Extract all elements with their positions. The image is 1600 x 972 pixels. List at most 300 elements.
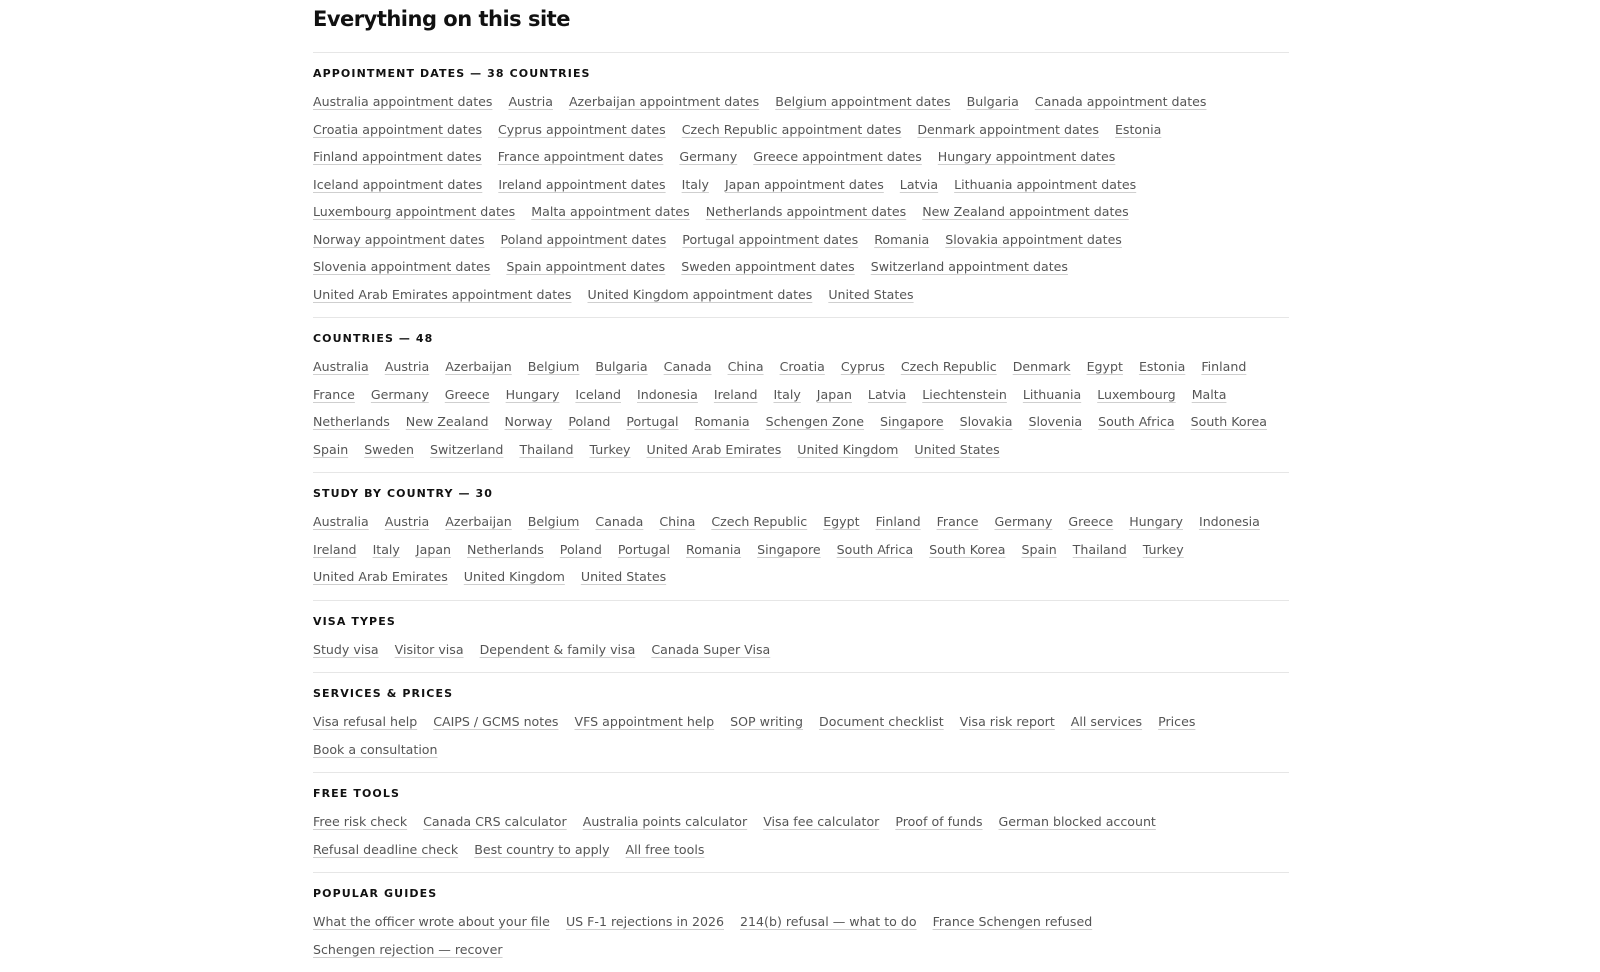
- list-item: [659, 508, 695, 536]
- sitemap-link[interactable]: Ireland: [313, 541, 357, 557]
- sitemap-link[interactable]: Azerbaijan: [445, 359, 512, 374]
- list-item: [681, 253, 855, 281]
- list-item: [313, 88, 492, 116]
- section-heading: VISA TYPES: [313, 614, 396, 628]
- list-item: [313, 536, 357, 564]
- list-item: [1199, 508, 1260, 536]
- sitemap-link[interactable]: Cyprus: [840, 359, 885, 374]
- sitemap-link[interactable]: Free risk check: [313, 814, 408, 829]
- list-item: [817, 381, 852, 409]
- sitemap-link[interactable]: Canada: [663, 359, 712, 374]
- list-item: [1073, 536, 1127, 564]
- sitemap-link[interactable]: Book a consultation: [313, 741, 438, 757]
- sitemap-link[interactable]: Spain: [313, 441, 349, 457]
- sitemap-link[interactable]: Japan appointment dates: [724, 176, 884, 192]
- list-item: [313, 563, 448, 591]
- sitemap-link[interactable]: Visa refusal help: [313, 714, 418, 729]
- sitemap-link[interactable]: Greece appointment dates: [753, 149, 922, 164]
- sitemap-link[interactable]: Romania: [686, 541, 742, 557]
- sitemap-link[interactable]: Germany: [370, 386, 429, 402]
- section-heading: POPULAR GUIDES: [313, 887, 438, 900]
- list-item: [967, 88, 1019, 116]
- sitemap-link[interactable]: Germany: [994, 514, 1053, 529]
- list-item: [313, 353, 369, 381]
- sitemap-link[interactable]: Austria: [508, 94, 553, 109]
- sitemap-link[interactable]: Norway appointment dates: [313, 231, 485, 247]
- list-item: [505, 408, 553, 436]
- list-item: [637, 381, 698, 409]
- list-item: [313, 408, 390, 436]
- sitemap-link[interactable]: Luxembourg: [1097, 386, 1176, 402]
- sitemap-link[interactable]: All free tools: [625, 841, 705, 857]
- list-item: [922, 381, 1007, 409]
- sitemap-link[interactable]: Poland: [568, 414, 611, 429]
- list-item: [706, 198, 907, 226]
- sitemap-link[interactable]: Denmark: [1012, 359, 1071, 374]
- list-item: [519, 436, 573, 464]
- sitemap-link[interactable]: Sweden appointment dates: [681, 259, 855, 274]
- section-heading: COUNTRIES — 48: [313, 332, 434, 345]
- list-item: [823, 508, 859, 536]
- sitemap-link[interactable]: Portugal appointment dates: [682, 231, 859, 247]
- section-heading: FREE TOOLS: [313, 787, 400, 800]
- list-item: [753, 143, 922, 171]
- sitemap-link[interactable]: Latvia: [867, 386, 907, 402]
- list-item: [682, 116, 902, 144]
- list-item: [433, 708, 558, 736]
- sitemap-link[interactable]: Czech Republic: [900, 359, 997, 374]
- link-list: [313, 808, 1289, 863]
- list-item: [711, 508, 807, 536]
- sitemap-link[interactable]: Canada: [595, 514, 644, 529]
- sitemap-link[interactable]: All services: [1070, 714, 1143, 729]
- list-item: [467, 536, 544, 564]
- sitemap-link[interactable]: New Zealand: [405, 414, 489, 429]
- list-item: [933, 908, 1093, 936]
- list-item: [588, 281, 813, 309]
- list-item: [1139, 353, 1185, 381]
- list-item: [922, 198, 1129, 226]
- sitemap-link[interactable]: Lithuania appointment dates: [954, 176, 1137, 192]
- sitemap-link[interactable]: Slovakia appointment dates: [945, 231, 1122, 247]
- sitemap-link[interactable]: South Korea: [929, 541, 1006, 557]
- sitemap-link[interactable]: Italy: [372, 541, 400, 557]
- sitemap-section: [313, 673, 1289, 773]
- sitemap-link[interactable]: Germany: [679, 149, 738, 164]
- list-item: [1158, 708, 1195, 736]
- sitemap-link[interactable]: Switzerland appointment dates: [870, 259, 1068, 274]
- sitemap-link[interactable]: Romania: [874, 231, 930, 247]
- sitemap-link[interactable]: United Kingdom: [463, 569, 565, 584]
- sitemap-link[interactable]: Malta: [1191, 386, 1227, 402]
- sitemap-link[interactable]: Poland: [559, 541, 602, 557]
- list-item: [506, 253, 665, 281]
- list-item: [313, 736, 438, 764]
- list-item: [313, 143, 482, 171]
- list-item: [528, 508, 580, 536]
- list-item: [575, 708, 715, 736]
- list-item: [626, 408, 678, 436]
- sitemap-link[interactable]: South Korea: [1190, 414, 1267, 429]
- sitemap-link[interactable]: Estonia: [1138, 359, 1186, 374]
- sitemap-link[interactable]: Visitor visa: [394, 641, 464, 657]
- list-item: [506, 381, 560, 409]
- sitemap-link[interactable]: Australia: [313, 359, 369, 374]
- sitemap-link[interactable]: Iceland appointment dates: [313, 176, 483, 192]
- list-item: [780, 353, 825, 381]
- list-item: [960, 408, 1013, 436]
- sitemap-link[interactable]: France: [936, 514, 979, 529]
- link-list: [313, 908, 1289, 963]
- list-item: [566, 908, 724, 936]
- sitemap-link[interactable]: Canada CRS calculator: [423, 814, 567, 829]
- list-item: [938, 143, 1116, 171]
- list-item: [841, 353, 885, 381]
- sitemap-section: [313, 473, 1289, 601]
- sitemap-link[interactable]: Netherlands: [313, 414, 390, 429]
- sitemap-link[interactable]: Hungary: [505, 386, 560, 402]
- sitemap-link[interactable]: France appointment dates: [497, 149, 664, 164]
- sitemap-link[interactable]: German blocked account: [998, 814, 1156, 829]
- sitemap-link[interactable]: China: [727, 359, 764, 374]
- list-item: [313, 281, 572, 309]
- sitemap-link[interactable]: Ireland appointment dates: [498, 176, 666, 192]
- sitemap-link[interactable]: Spain: [1021, 541, 1057, 557]
- list-item: [430, 436, 503, 464]
- list-item: [581, 563, 666, 591]
- sitemap-link[interactable]: Azerbaijan appointment dates: [568, 94, 760, 109]
- list-item: [395, 636, 464, 664]
- list-item: [994, 508, 1052, 536]
- list-item: [999, 808, 1156, 836]
- list-item: [819, 708, 944, 736]
- sitemap-link[interactable]: Sweden: [364, 441, 414, 457]
- sitemap-link[interactable]: Poland appointment dates: [500, 231, 667, 247]
- list-item: [773, 381, 800, 409]
- sitemap-link[interactable]: Indonesia: [637, 386, 698, 402]
- list-item: [445, 508, 512, 536]
- list-item: [775, 88, 950, 116]
- list-item: [416, 536, 451, 564]
- sitemap-link[interactable]: Schengen rejection — recover: [313, 941, 503, 957]
- sitemap-link[interactable]: Hungary appointment dates: [937, 149, 1116, 164]
- sitemap-section: [313, 318, 1289, 473]
- sitemap-link[interactable]: US F-1 rejections in 2026: [565, 914, 724, 929]
- list-item: [1013, 353, 1071, 381]
- link-list: [313, 636, 1289, 664]
- list-item: [508, 88, 553, 116]
- sitemap-link[interactable]: Finland appointment dates: [313, 149, 482, 164]
- sitemap-link[interactable]: Ireland: [713, 386, 758, 402]
- list-item: [900, 171, 938, 199]
- list-item: [1071, 708, 1142, 736]
- sitemap-link[interactable]: Greece: [444, 386, 490, 402]
- sitemap-link[interactable]: Proof of funds: [895, 814, 983, 829]
- list-item: [695, 408, 750, 436]
- list-item: [590, 436, 631, 464]
- list-item: [626, 836, 705, 864]
- list-item: [1143, 536, 1184, 564]
- list-item: [929, 536, 1005, 564]
- list-item: [364, 436, 414, 464]
- sitemap-link[interactable]: Japan: [816, 386, 852, 402]
- list-item: [937, 508, 979, 536]
- sitemap-link[interactable]: Prices: [1158, 714, 1196, 729]
- sitemap-link[interactable]: Latvia: [899, 176, 939, 192]
- link-list: [313, 353, 1289, 463]
- list-item: [385, 353, 430, 381]
- list-item: [880, 408, 944, 436]
- section-heading: STUDY BY COUNTRY — 30: [313, 487, 494, 500]
- sitemap-link[interactable]: Hungary: [1129, 514, 1183, 529]
- sitemap-link[interactable]: France Schengen refused: [932, 914, 1093, 929]
- sitemap-link[interactable]: Indonesia: [1198, 514, 1260, 529]
- sitemap-link[interactable]: Australia points calculator: [582, 814, 748, 829]
- sitemap-link[interactable]: United Kingdom appointment dates: [587, 286, 813, 302]
- sitemap-link[interactable]: What the officer wrote about your file: [313, 914, 550, 929]
- sitemap-link[interactable]: Netherlands: [467, 541, 544, 557]
- section-heading: APPOINTMENT DATES — 38 COUNTRIES: [313, 67, 591, 80]
- list-item: [1129, 508, 1183, 536]
- sitemap-link[interactable]: Iceland: [575, 386, 621, 402]
- sitemap-link[interactable]: Bulgaria: [595, 359, 648, 374]
- sitemap-link[interactable]: Japan: [415, 541, 452, 557]
- list-item: [730, 708, 803, 736]
- sitemap-link[interactable]: United Arab Emirates: [646, 441, 782, 457]
- sitemap-link[interactable]: Bulgaria: [966, 94, 1019, 109]
- link-list: [313, 88, 1289, 308]
- sitemap-link[interactable]: China: [659, 514, 696, 529]
- list-item: [728, 353, 764, 381]
- sitemap-link[interactable]: Slovenia appointment dates: [313, 259, 491, 274]
- sitemap-link[interactable]: Slovenia: [1028, 414, 1083, 429]
- list-item: [480, 636, 636, 664]
- sitemap-link[interactable]: Italy: [681, 176, 709, 192]
- sitemap-link[interactable]: Thailand: [519, 441, 574, 457]
- list-item: [445, 353, 512, 381]
- sitemap-link[interactable]: Best country to apply: [474, 841, 610, 857]
- list-item: [828, 281, 913, 309]
- sitemap-link[interactable]: Document checklist: [819, 714, 944, 729]
- sitemap-link[interactable]: Canada appointment dates: [1034, 94, 1207, 109]
- list-item: [945, 226, 1122, 254]
- list-item: [960, 708, 1055, 736]
- list-item: [595, 353, 647, 381]
- list-item: [501, 226, 667, 254]
- sitemap-link[interactable]: Austria: [384, 359, 430, 374]
- list-item: [740, 908, 917, 936]
- list-item: [1028, 408, 1082, 436]
- sitemap-link[interactable]: VFS appointment help: [574, 714, 715, 729]
- list-item: [901, 353, 997, 381]
- sitemap-link[interactable]: Dependent & family visa: [479, 641, 636, 657]
- list-item: [569, 88, 759, 116]
- sitemap-link[interactable]: South Africa: [1098, 414, 1175, 429]
- list-item: [371, 381, 429, 409]
- sitemap-link[interactable]: Egypt: [1086, 359, 1123, 374]
- sitemap-link[interactable]: Czech Republic appointment dates: [681, 121, 902, 137]
- sitemap-link[interactable]: United Kingdom: [797, 441, 899, 457]
- sitemap-link[interactable]: Croatia: [779, 359, 825, 374]
- link-list: [313, 708, 1289, 763]
- sitemap-section: [313, 873, 1289, 972]
- list-item: [647, 436, 782, 464]
- sitemap-link[interactable]: Croatia appointment dates: [313, 121, 483, 137]
- sitemap-link[interactable]: Switzerland: [429, 441, 504, 457]
- list-item: [682, 171, 709, 199]
- list-item: [313, 936, 503, 964]
- list-item: [313, 508, 369, 536]
- sitemap-link[interactable]: New Zealand appointment dates: [922, 204, 1129, 219]
- list-item: [313, 636, 379, 664]
- sitemap-link[interactable]: Belgium: [527, 359, 580, 374]
- list-item: [868, 381, 906, 409]
- section-heading: SERVICES & PRICES: [313, 687, 454, 700]
- list-item: [528, 353, 580, 381]
- list-item: [1097, 381, 1176, 409]
- sitemap-link[interactable]: 214(b) refusal — what to do: [740, 914, 917, 929]
- list-item: [837, 536, 914, 564]
- sitemap-link[interactable]: Norway: [504, 414, 553, 429]
- sitemap-link[interactable]: Portugal: [626, 414, 679, 429]
- list-item: [766, 408, 864, 436]
- sitemap-link[interactable]: Visa fee calculator: [763, 814, 880, 829]
- sitemap-link[interactable]: Finland: [875, 514, 921, 529]
- list-item: [531, 198, 689, 226]
- sitemap-link[interactable]: Italy: [773, 386, 801, 402]
- list-item: [1191, 408, 1267, 436]
- sitemap-link[interactable]: Netherlands appointment dates: [705, 204, 907, 219]
- list-item: [876, 508, 921, 536]
- list-item: [725, 171, 884, 199]
- list-item: [679, 143, 737, 171]
- sitemap: [313, 0, 1289, 972]
- list-item: [385, 508, 430, 536]
- list-item: [1201, 353, 1246, 381]
- sitemap-link[interactable]: Slovakia: [959, 414, 1013, 429]
- sitemap-link[interactable]: Refusal deadline check: [313, 841, 459, 857]
- sitemap-link[interactable]: United Arab Emirates: [313, 569, 448, 584]
- sitemap-link[interactable]: Study visa: [313, 641, 379, 657]
- sitemap-link[interactable]: Luxembourg appointment dates: [313, 204, 516, 219]
- sitemap-link[interactable]: Egypt: [823, 514, 860, 529]
- sitemap-link[interactable]: Canada Super Visa: [651, 641, 771, 657]
- sitemap-link[interactable]: Schengen Zone: [765, 414, 865, 429]
- list-item: [1023, 381, 1081, 409]
- sitemap-link[interactable]: Australia: [313, 514, 369, 529]
- list-item: [313, 116, 482, 144]
- list-item: [313, 836, 458, 864]
- list-item: [568, 408, 610, 436]
- list-item: [1192, 381, 1227, 409]
- list-item: [763, 808, 879, 836]
- list-item: [917, 116, 1099, 144]
- sitemap-link[interactable]: United States: [914, 441, 1000, 457]
- sitemap-section: [313, 773, 1289, 873]
- sitemap-link[interactable]: Belgium: [527, 514, 580, 529]
- sitemap-link[interactable]: United Arab Emirates appointment dates: [313, 286, 572, 302]
- sitemap-link[interactable]: Thailand: [1072, 541, 1127, 557]
- list-item: [682, 226, 858, 254]
- sitemap-link[interactable]: Greece: [1068, 514, 1114, 529]
- list-item: [313, 171, 482, 199]
- sitemap-link[interactable]: Turkey: [589, 441, 631, 457]
- list-item: [313, 908, 550, 936]
- list-item: [423, 808, 567, 836]
- sitemap-link[interactable]: United States: [580, 569, 667, 584]
- sitemap-link[interactable]: Turkey: [1142, 541, 1184, 557]
- sitemap-link[interactable]: Finland: [1201, 359, 1247, 374]
- list-item: [464, 563, 565, 591]
- list-item: [1021, 536, 1056, 564]
- sitemap-link[interactable]: Singapore: [757, 541, 821, 557]
- list-item: [797, 436, 898, 464]
- list-item: [686, 536, 741, 564]
- list-item: [874, 226, 929, 254]
- list-item: [914, 436, 999, 464]
- sitemap-sections: [313, 53, 1289, 972]
- list-item: [757, 536, 821, 564]
- list-item: [1115, 116, 1161, 144]
- list-item: [954, 171, 1136, 199]
- sitemap-link[interactable]: SOP writing: [730, 714, 804, 729]
- sitemap-link[interactable]: South Africa: [836, 541, 914, 557]
- sitemap-link[interactable]: Australia appointment dates: [313, 94, 493, 109]
- list-item: [445, 381, 490, 409]
- list-item: [406, 408, 489, 436]
- list-item: [313, 436, 348, 464]
- sitemap-link[interactable]: Visa risk report: [959, 714, 1055, 729]
- sitemap-link[interactable]: Azerbaijan: [445, 514, 512, 529]
- list-item: [1087, 353, 1123, 381]
- list-item: [575, 381, 621, 409]
- sitemap-link[interactable]: Austria: [384, 514, 430, 529]
- sitemap-link[interactable]: Malta appointment dates: [531, 204, 690, 219]
- list-item: [498, 143, 664, 171]
- list-item: [714, 381, 758, 409]
- list-item: [474, 836, 609, 864]
- list-item: [583, 808, 747, 836]
- list-item: [1068, 508, 1113, 536]
- sitemap-link[interactable]: Estonia: [1114, 121, 1162, 137]
- sitemap-link[interactable]: CAIPS / GCMS notes: [433, 714, 559, 729]
- list-item: [498, 171, 665, 199]
- list-item: [560, 536, 602, 564]
- sitemap-link[interactable]: Romania: [694, 414, 750, 429]
- list-item: [498, 116, 666, 144]
- sitemap-link[interactable]: United States: [828, 286, 914, 302]
- list-item: [595, 508, 643, 536]
- sitemap-link[interactable]: Lithuania: [1022, 386, 1082, 402]
- sitemap-link[interactable]: Spain appointment dates: [506, 259, 666, 274]
- list-item: [313, 708, 417, 736]
- sitemap-section: [313, 53, 1289, 318]
- sitemap-link[interactable]: Czech Republic: [711, 514, 808, 529]
- list-item: [651, 636, 770, 664]
- link-list: [313, 508, 1289, 591]
- sitemap-link[interactable]: Singapore: [880, 414, 944, 429]
- list-item: [871, 253, 1068, 281]
- list-item: [618, 536, 670, 564]
- sitemap-link[interactable]: Portugal: [617, 541, 671, 557]
- sitemap-link[interactable]: France: [313, 386, 355, 402]
- sitemap-link[interactable]: Denmark appointment dates: [917, 121, 1099, 137]
- list-item: [313, 198, 515, 226]
- sitemap-link[interactable]: Cyprus appointment dates: [498, 121, 666, 137]
- sitemap-link[interactable]: Liechtenstein: [922, 386, 1007, 402]
- list-item: [313, 381, 355, 409]
- sitemap-link[interactable]: Belgium appointment dates: [775, 94, 951, 109]
